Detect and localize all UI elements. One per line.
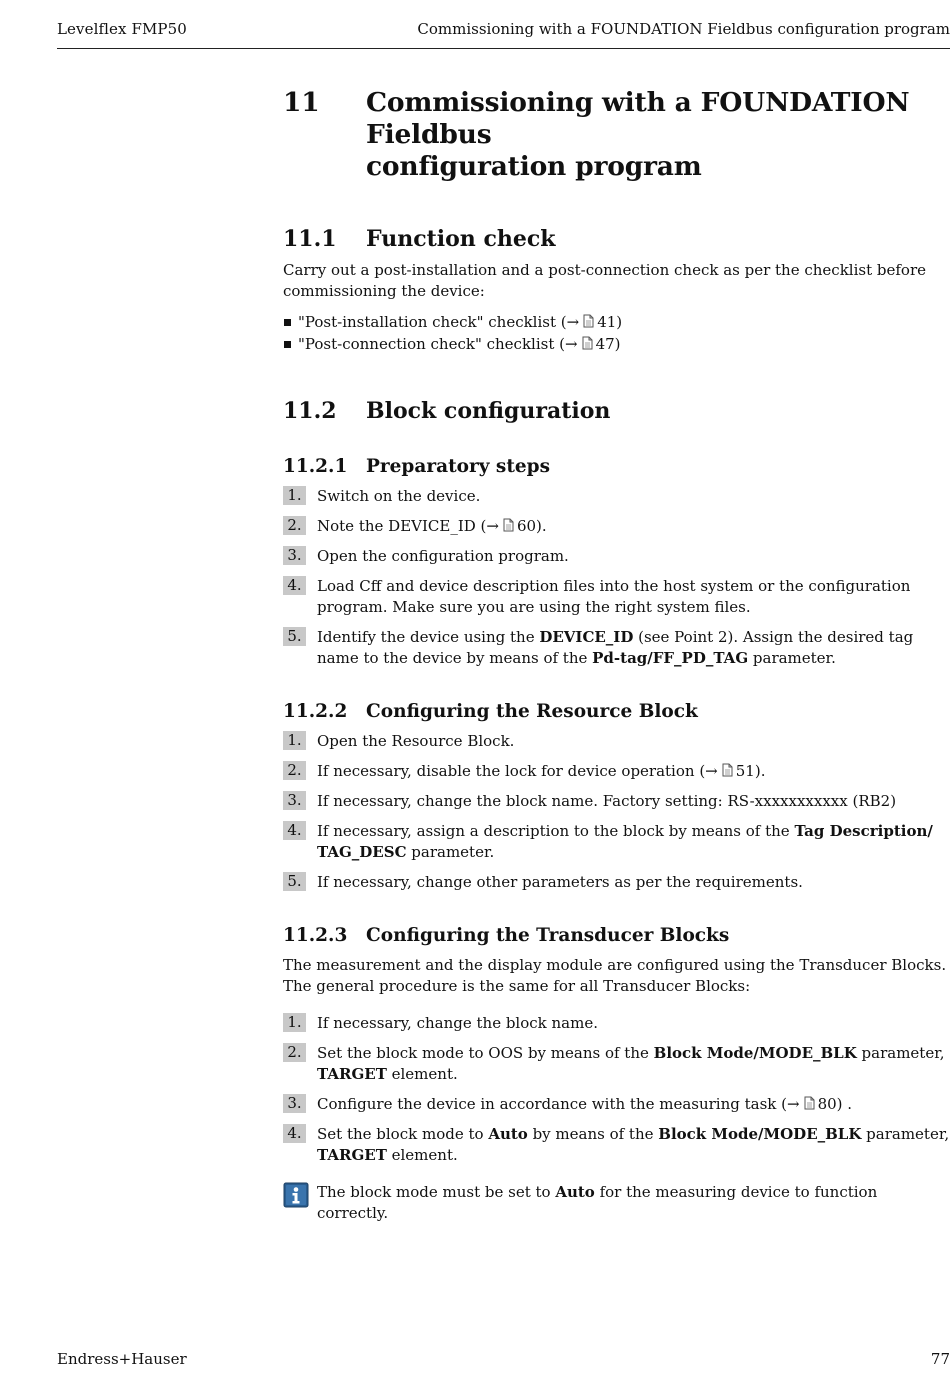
page-reference-icon bbox=[722, 763, 733, 777]
subsection-title: Configuring the Resource Block bbox=[366, 701, 698, 722]
step-item bbox=[283, 516, 950, 537]
step-item bbox=[283, 761, 950, 782]
page-body bbox=[283, 87, 950, 1224]
step-number-badge: 4. bbox=[283, 1124, 306, 1143]
section-heading-11-2 bbox=[283, 397, 950, 425]
subsection-title: Preparatory steps bbox=[366, 456, 550, 477]
step-number-badge: 3. bbox=[283, 1094, 306, 1113]
step-item bbox=[283, 1124, 950, 1166]
subsection-number: 11.2.2 bbox=[283, 701, 348, 722]
step-number-badge: 3. bbox=[283, 791, 306, 810]
chapter-title-line1: Commissioning with a FOUNDATION Fieldbus bbox=[366, 87, 910, 150]
section-heading-11-1 bbox=[283, 225, 950, 253]
subsection-title: Configuring the Transducer Blocks bbox=[366, 925, 730, 946]
section-title: Block configuration bbox=[366, 398, 611, 424]
section-number: 11.1 bbox=[283, 226, 337, 252]
step-number-badge: 5. bbox=[283, 872, 306, 891]
parameter-name: DEVICE_ID bbox=[539, 628, 634, 646]
step-text: Set the block mode to OOS by means of the Block Mode/MODE_BLK parameter, TARGET element. bbox=[317, 1044, 945, 1083]
step-text: If necessary, disable the lock for device operation (→ 51). bbox=[317, 762, 766, 780]
step-number-badge: 4. bbox=[283, 576, 306, 595]
parameter-name: Pd-tag/FF_PD_TAG bbox=[592, 649, 749, 667]
step-item bbox=[283, 1013, 950, 1034]
info-icon bbox=[283, 1182, 309, 1208]
step-text: If necessary, change the block name. bbox=[317, 1014, 598, 1032]
list-item: "Post-installation check" checklist (→ 41) bbox=[283, 311, 950, 333]
header-chapter-title: Commissioning with a FOUNDATION Fieldbus configuration program bbox=[417, 20, 950, 38]
step-item bbox=[283, 872, 950, 893]
step-number-badge: 2. bbox=[283, 1043, 306, 1062]
chapter-title-line2: configuration program bbox=[366, 151, 702, 182]
step-number-badge: 1. bbox=[283, 1013, 306, 1032]
step-text: Open the configuration program. bbox=[317, 547, 569, 565]
preparatory-steps bbox=[283, 486, 950, 669]
step-item bbox=[283, 627, 950, 669]
step-text: If necessary, change other parameters as per the requirements. bbox=[317, 873, 803, 891]
parameter-name: Tag Description/ TAG_DESC bbox=[317, 822, 933, 861]
section-title: Function check bbox=[366, 226, 556, 252]
parameter-name: Block Mode/MODE_BLK bbox=[653, 1044, 857, 1062]
parameter-name: TARGET bbox=[317, 1146, 387, 1164]
subsection-heading-11-2-1 bbox=[283, 455, 950, 479]
subsection-heading-11-2-3 bbox=[283, 924, 950, 948]
step-number-badge: 5. bbox=[283, 627, 306, 646]
checklist-bullets bbox=[283, 311, 950, 355]
step-number-badge: 1. bbox=[283, 486, 306, 505]
step-text: Configure the device in accordance with the measuring task (→ 80) . bbox=[317, 1095, 853, 1113]
note-text: The block mode must be set to Auto for the measuring device to function correctly. bbox=[317, 1183, 878, 1222]
step-text: Load Cff and device description files into the host system or the configuration program. Make sure you are using the right system files. bbox=[317, 577, 911, 616]
step-item bbox=[283, 1043, 950, 1085]
page-number: 77 bbox=[930, 1350, 950, 1368]
step-number-badge: 2. bbox=[283, 761, 306, 780]
step-text: Set the block mode to Auto by means of the Block Mode/MODE_BLK parameter, TARGET element. bbox=[317, 1125, 950, 1164]
step-item bbox=[283, 486, 950, 507]
parameter-name: Block Mode/MODE_BLK bbox=[658, 1125, 862, 1143]
list-item: "Post-connection check" checklist (→ 47) bbox=[283, 333, 950, 355]
step-text: If necessary, assign a description to the block by means of the Tag Description/ TAG_DESC parameter. bbox=[317, 822, 933, 861]
running-header bbox=[57, 20, 950, 49]
step-item bbox=[283, 576, 950, 618]
step-item bbox=[283, 546, 950, 567]
parameter-name: Auto bbox=[488, 1125, 528, 1143]
step-text: If necessary, change the block name. Factory setting: RS-xxxxxxxxxxx (RB2) bbox=[317, 792, 897, 810]
chapter-heading bbox=[283, 87, 950, 183]
step-text: Open the Resource Block. bbox=[317, 732, 515, 750]
step-number-badge: 4. bbox=[283, 821, 306, 840]
page-reference-icon bbox=[583, 314, 594, 328]
step-item bbox=[283, 791, 950, 812]
parameter-name: TARGET bbox=[317, 1065, 387, 1083]
step-text: Switch on the device. bbox=[317, 487, 481, 505]
step-item bbox=[283, 1094, 950, 1115]
page-reference-icon bbox=[582, 336, 593, 350]
subsection-number: 11.2.1 bbox=[283, 456, 348, 477]
subsection-heading-11-2-2 bbox=[283, 700, 950, 724]
resource-block-steps bbox=[283, 731, 950, 893]
step-number-badge: 3. bbox=[283, 546, 306, 565]
chapter-title bbox=[366, 87, 950, 183]
info-note bbox=[283, 1182, 950, 1224]
step-text: Note the DEVICE_ID (→ 60). bbox=[317, 517, 547, 535]
subsection-number: 11.2.3 bbox=[283, 925, 348, 946]
page-reference-icon bbox=[503, 518, 514, 532]
footer-company: Endress+Hauser bbox=[57, 1350, 187, 1368]
step-number-badge: 2. bbox=[283, 516, 306, 535]
function-check-intro: Carry out a post-installation and a post-connection check as per the checklist before commissioning the device: bbox=[283, 261, 926, 300]
step-text: Identify the device using the DEVICE_ID (see Point 2). Assign the desired tag name to the device by means of the Pd-tag/FF_PD_TAG parameter. bbox=[317, 628, 914, 667]
step-number-badge: 1. bbox=[283, 731, 306, 750]
page-reference-icon bbox=[804, 1096, 815, 1110]
chapter-number: 11 bbox=[283, 87, 320, 118]
step-item bbox=[283, 821, 950, 863]
transducer-block-steps bbox=[283, 1013, 950, 1166]
header-product-name: Levelflex FMP50 bbox=[57, 20, 187, 38]
section-number: 11.2 bbox=[283, 398, 337, 424]
step-item bbox=[283, 731, 950, 752]
transducer-intro: The measurement and the display module are configured using the Transducer Blocks. The general procedure is the same for all Transducer Blocks: bbox=[283, 956, 947, 995]
